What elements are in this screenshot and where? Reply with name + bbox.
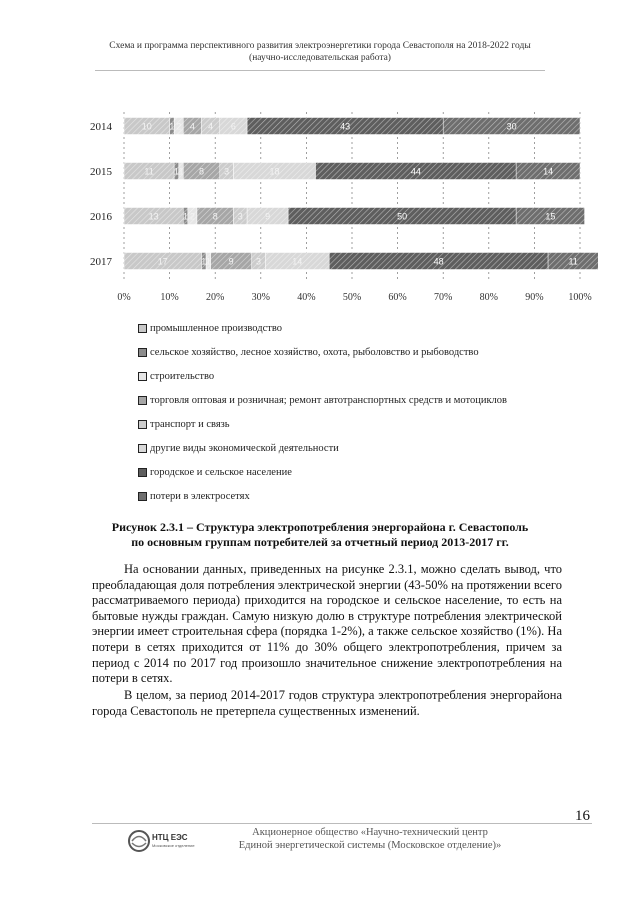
body-paragraph-2: В целом, за период 2014-2017 годов структура электропотребления энергорайона города Севастополь не претерпела существенных изменений. [92, 688, 562, 718]
x-tick-label: 40% [297, 292, 316, 303]
chart-legend [138, 316, 507, 508]
legend-label: городское и сельское население [150, 466, 292, 478]
bar-data-label: 10 [141, 121, 152, 132]
y-category-label: 2016 [90, 211, 112, 223]
bar-data-label: 50 [397, 211, 408, 222]
legend-item [138, 484, 507, 508]
bar-data-label: 1 [201, 256, 207, 267]
logo-subtext: Московское отделение [152, 843, 195, 848]
x-tick-label: 90% [525, 292, 544, 303]
bar-data-label: 1 [169, 121, 175, 132]
legend-swatch [138, 492, 147, 501]
legend-swatch [138, 468, 147, 477]
bar-data-label: 14 [543, 166, 554, 177]
legend-swatch [138, 324, 147, 333]
legend-label: потери в электросетях [150, 490, 250, 502]
legend-label: торговля оптовая и розничная; ремонт автотранспортных средств и мотоциклов [150, 394, 507, 406]
y-category-label: 2017 [90, 256, 112, 268]
footer-line-1: Акционерное общество «Научно-технический центр [252, 827, 488, 838]
bar-data-label: 2 [189, 211, 195, 222]
caption-line-1: Рисунок 2.3.1 – Структура электропотребления энергорайона г. Севастополь [111, 520, 529, 534]
legend-item [138, 436, 507, 460]
legend-label: сельское хозяйство, лесное хозяйство, охота, рыболовство и рыбоводство [150, 346, 479, 358]
x-tick-label: 10% [160, 292, 179, 303]
x-tick-label: 70% [434, 292, 453, 303]
x-tick-label: 30% [251, 292, 270, 303]
bar-data-label: 1 [183, 211, 189, 222]
x-tick-label: 20% [206, 292, 225, 303]
footer-divider [92, 823, 592, 824]
header-subtitle: (научно-исследовательская работа) [249, 53, 391, 63]
bar-data-label: 3 [237, 211, 243, 222]
legend-swatch [138, 444, 147, 453]
stacked-bar-chart [0, 0, 640, 310]
legend-label: транспорт и связь [150, 418, 230, 430]
bar-data-label: 11 [144, 166, 154, 177]
bar-data-label: 11 [568, 256, 578, 267]
page-footer [200, 826, 540, 852]
y-category-label: 2015 [90, 166, 112, 178]
company-logo [126, 828, 195, 856]
legend-label: промышленное производство [150, 322, 282, 334]
bar-data-label: 44 [410, 166, 421, 177]
bar-data-label: 1 [178, 166, 184, 177]
bar-data-label: 15 [545, 211, 556, 222]
logo-emblem-icon [126, 828, 152, 854]
bar-data-label: 8 [212, 211, 218, 222]
bar-data-label: 1 [205, 256, 211, 267]
legend-item [138, 340, 507, 364]
bar-data-label: 3 [256, 256, 262, 267]
bar-data-label: 17 [157, 256, 168, 267]
bar-data-label: 48 [433, 256, 444, 267]
legend-item [138, 460, 507, 484]
chart-bars [124, 118, 598, 270]
bar-data-label: 2 [176, 121, 182, 132]
bar-data-label: 6 [230, 121, 236, 132]
bar-data-label: 43 [340, 121, 351, 132]
bar-data-label: 1 [173, 166, 179, 177]
bar-data-label: 4 [208, 121, 214, 132]
legend-item [138, 364, 507, 388]
legend-label: строительство [150, 370, 215, 382]
legend-item [138, 316, 507, 340]
legend-swatch [138, 348, 147, 357]
x-tick-label: 0% [117, 292, 131, 303]
legend-swatch [138, 396, 147, 405]
bar-data-label: 14 [292, 256, 303, 267]
logo-text: НТЦ ЕЭС [152, 833, 188, 842]
bar-data-label: 4 [189, 121, 195, 132]
bar-data-label: 9 [265, 211, 271, 222]
bar-data-label: 3 [224, 166, 230, 177]
legend-label: другие виды экономической деятельности [150, 442, 339, 454]
bar-data-label: 8 [199, 166, 205, 177]
figure-caption [90, 520, 550, 550]
legend-item [138, 388, 507, 412]
caption-line-2: по основным группам потребителей за отчетный период 2013-2017 гг. [131, 535, 509, 549]
footer-line-2: Единой энергетической системы (Московское отделение)» [238, 840, 502, 851]
y-category-label: 2014 [90, 121, 112, 133]
bar-data-label: 9 [228, 256, 234, 267]
page-number: 16 [575, 808, 590, 824]
legend-item [138, 412, 507, 436]
x-tick-label: 80% [479, 292, 498, 303]
header-title: Схема и программа перспективного развития электроэнергетики города Севастополя на 2018-2022 годы [109, 41, 531, 51]
legend-swatch [138, 420, 147, 429]
bar-data-label: 18 [269, 166, 280, 177]
x-tick-label: 50% [342, 292, 362, 303]
chart-data-labels [142, 122, 578, 267]
body-paragraph-1: На основании данных, приведенных на рисунке 2.3.1, можно сделать вывод, что преобладающая доля потребления электрической энергии (43-50% на протяжении всего рассматриваемого периода) приходится на городское и сельское население, то есть на бытовые нужды граждан. Самую низкую долю в структуре потребления электрической энергии имеет строительная сфера (порядка 1-2%), а также сельское хозяйство (1%). На потери в сетях приходится от 11% до 30% общего электропотребления, причем за период с 2014 по 2017 год произошло значительное снижение электропотребления на потери в сетях. [92, 562, 562, 686]
bar-data-label: 13 [148, 211, 159, 222]
legend-swatch [138, 372, 147, 381]
x-tick-label: 100% [568, 292, 592, 303]
bar-data-label: 30 [506, 121, 517, 132]
x-tick-label: 60% [388, 292, 407, 303]
